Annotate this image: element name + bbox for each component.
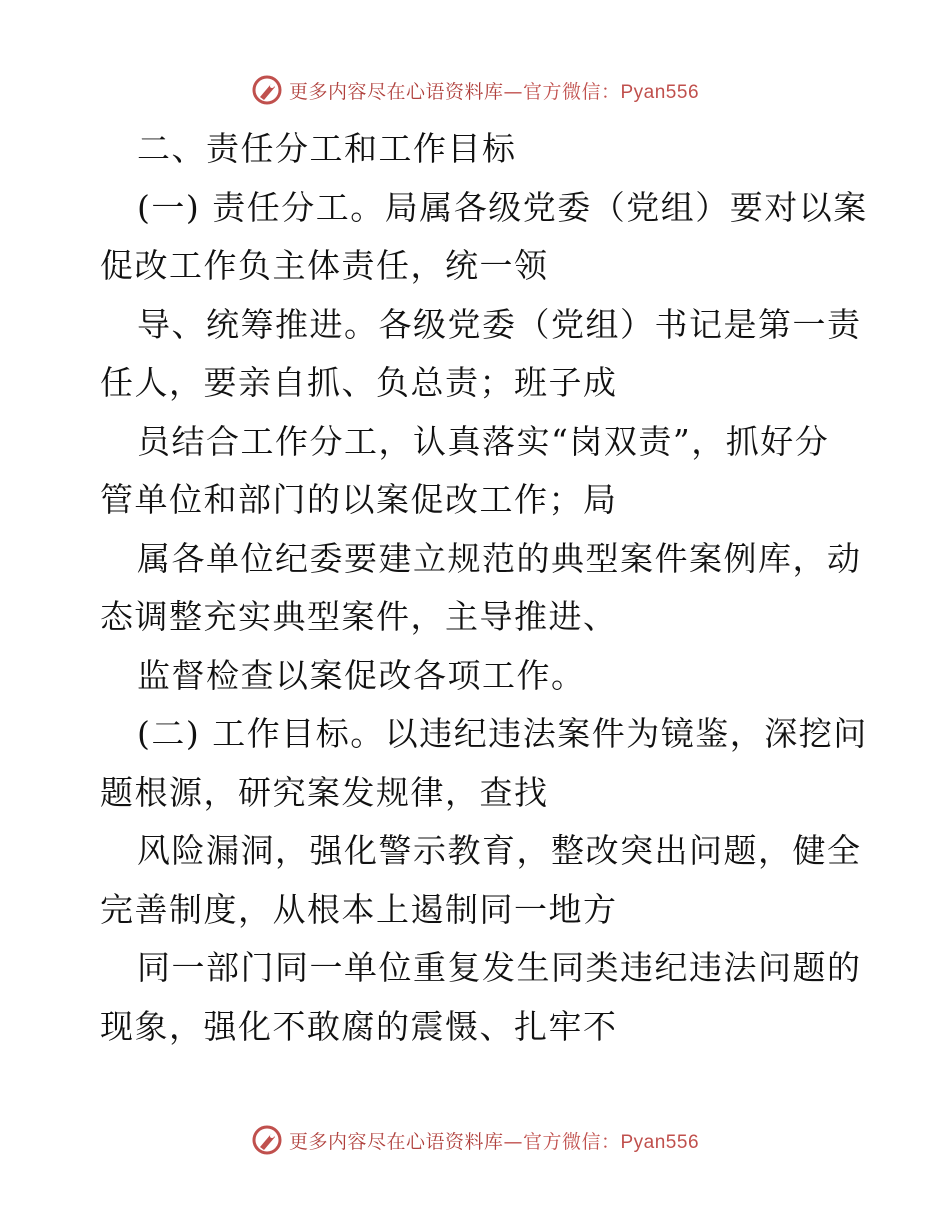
paragraph-line: 促改工作负主体责任，统一领: [100, 246, 549, 285]
paragraph-line: 监督检查以案促改各项工作。: [137, 655, 586, 695]
document-body: [100, 120, 868, 1056]
paragraph-line: (二) 工作目标。以违纪违法案件为镜鉴，深挖问: [137, 714, 868, 753]
paragraph-line: 态调整充实典型案件，主导推进、: [100, 597, 618, 636]
watermark-text: 更多内容尽在心语资料库—官方微信：Pyan556: [288, 80, 700, 103]
pen-nib-circle-icon: [251, 1124, 283, 1156]
paragraph-line: 任人，要亲自抓、负总责；班子成: [100, 363, 618, 402]
paragraph-line: 导、统筹推进。各级党委（党组）书记是第一责: [137, 304, 862, 344]
section-heading: 二、责任分工和工作目标: [137, 129, 517, 168]
paragraph-line: 同一部门同一单位重复发生同类违纪违法问题的: [137, 948, 862, 987]
header-watermark: [0, 70, 950, 110]
paragraph-line: 员结合工作分工，认真落实“岗双责”，抓好分: [137, 421, 830, 461]
paragraph-line: 完善制度，从根本上遏制同一地方: [100, 889, 618, 929]
paragraph-line: 属各单位纪委要建立规范的典型案件案例库，动: [137, 538, 862, 578]
watermark-text: 更多内容尽在心语资料库—官方微信：Pyan556: [288, 1130, 700, 1153]
pen-nib-circle-icon: [251, 74, 283, 106]
footer-watermark: [0, 1120, 950, 1160]
paragraph-line: 题根源，研究案发规律，查找: [100, 772, 549, 812]
paragraph-line: (一) 责任分工。局属各级党委（党组）要对以案: [137, 187, 868, 227]
paragraph-line: 管单位和部门的以案促改工作；局: [100, 480, 618, 519]
paragraph-line: 现象，强化不敢腐的震慑、扎牢不: [100, 1006, 618, 1046]
paragraph-line: 风险漏洞，强化警示教育，整改突出问题，健全: [137, 831, 862, 870]
